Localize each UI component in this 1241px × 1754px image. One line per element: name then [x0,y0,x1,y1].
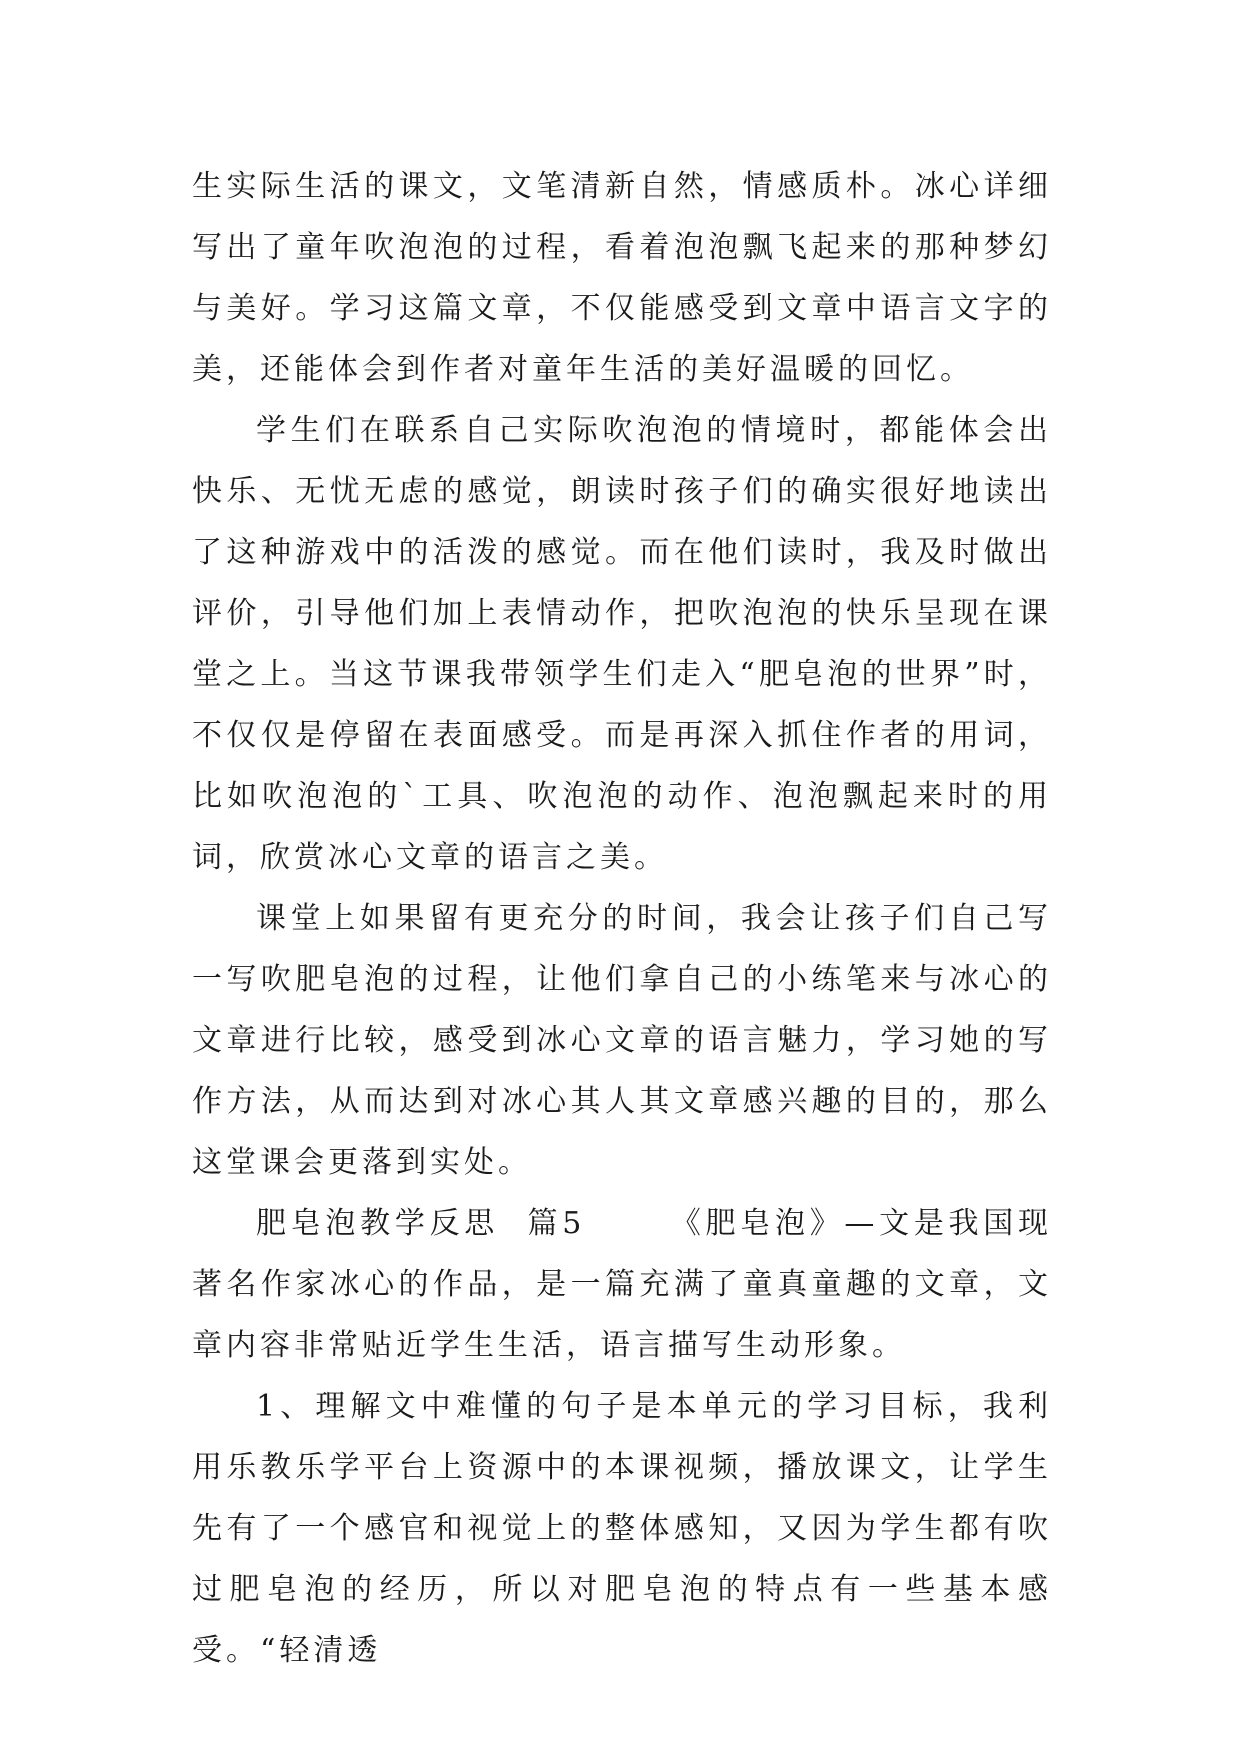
paragraph-3: 课堂上如果留有更充分的时间，我会让孩子们自己写一写吹肥皂泡的过程，让他们拿自己的小练笔来与冰心的文章进行比较，感受到冰心文章的语言魅力，学习她的写作方法，从而达到对冰心其人其文章感兴趣的目的，那么这堂课会更落到实处。 [192,901,1052,1180]
paragraph-1: 生实际生活的课文，文笔清新自然，情感质朴。冰心详细写出了童年吹泡泡的过程，看着泡泡飘飞起来的那种梦幻与美好。学习这篇文章，不仅能感受到文章中语言文字的美，还能体会到作者对童年生活的美好温暖的回忆。 [192,169,1052,387]
paragraph-2: 学生们在联系自己实际吹泡泡的情境时，都能体会出快乐、无忧无虑的感觉，朗读时孩子们的确实很好地读出了这种游戏中的活泼的感觉。而在他们读时，我及时做出评价，引导他们加上表情动作，把吹泡泡的快乐呈现在课堂之上。当这节课我带领学生们走入“肥皂泡的世界”时，不仅仅是停留在表面感受。而是再深入抓住作者的用词，比如吹泡泡的`工具、吹泡泡的动作、泡泡飘起来时的用词，欣赏冰心文章的语言之美。 [192,413,1052,875]
paragraph-4: 肥皂泡教学反思 篇5 《肥皂泡》—文是我国现著名作家冰心的作品，是一篇充满了童真童趣的文章，文章内容非常贴近学生生活，语言描写生动形象。 [192,1206,1052,1363]
document-body [192,156,1052,1681]
paragraph-5: 1、理解文中难懂的句子是本单元的学习目标，我利用乐教乐学平台上资源中的本课视频，播放课文，让学生先有了一个感官和视觉上的整体感知，又因为学生都有吹过肥皂泡的经历，所以对肥皂泡的特点有一些基本感受。“轻清透 [192,1389,1052,1668]
